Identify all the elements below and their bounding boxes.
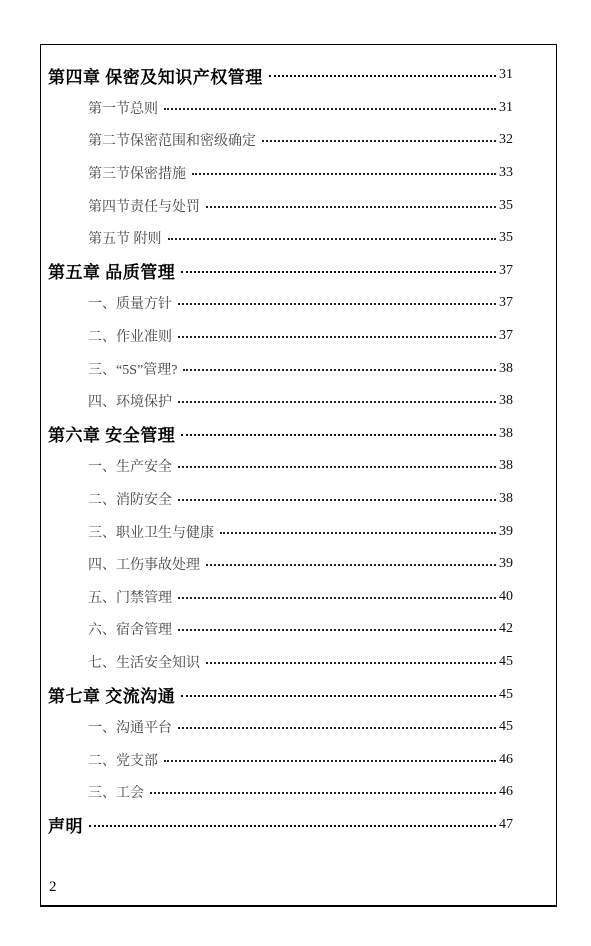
toc-entry-title: 四、工伤事故处理 bbox=[88, 558, 200, 574]
dot-leader bbox=[206, 662, 496, 664]
dot-leader bbox=[181, 271, 496, 273]
toc-entry-title: 第七章 交流沟通 bbox=[48, 687, 176, 707]
toc-entry-title: 二、消防安全 bbox=[88, 493, 172, 509]
toc-section-entry[interactable] bbox=[48, 385, 513, 418]
toc-chapter-entry[interactable] bbox=[48, 678, 513, 711]
toc-section-entry[interactable] bbox=[48, 320, 513, 353]
toc-section-entry[interactable] bbox=[48, 222, 513, 255]
toc-entry-page: 38 bbox=[499, 491, 513, 507]
toc-entry-page: 35 bbox=[499, 230, 513, 246]
dot-leader bbox=[262, 140, 496, 142]
toc-section-entry[interactable] bbox=[48, 776, 513, 809]
toc-entry-title: 七、生活安全知识 bbox=[88, 655, 200, 671]
dot-leader bbox=[183, 369, 496, 371]
dot-leader bbox=[178, 727, 496, 729]
toc-section-entry[interactable] bbox=[48, 548, 513, 581]
dot-leader bbox=[178, 499, 496, 501]
dot-leader bbox=[206, 206, 496, 208]
toc-section-entry[interactable] bbox=[48, 92, 513, 125]
dot-leader bbox=[178, 629, 496, 631]
toc-section-entry[interactable] bbox=[48, 287, 513, 320]
toc-entry-title: 三、“5S”管理? bbox=[88, 362, 178, 378]
dot-leader bbox=[164, 108, 496, 110]
toc-entry-page: 37 bbox=[499, 328, 513, 344]
toc-entry-page: 46 bbox=[499, 784, 513, 800]
toc-entry-page: 37 bbox=[499, 262, 513, 278]
toc-entry-page: 38 bbox=[499, 360, 513, 376]
toc-entry-page: 31 bbox=[499, 67, 513, 83]
dot-leader bbox=[220, 532, 496, 534]
toc-section-entry[interactable] bbox=[48, 483, 513, 516]
toc-section-entry[interactable] bbox=[48, 743, 513, 776]
toc-entry-page: 31 bbox=[499, 99, 513, 115]
page-number: 2 bbox=[49, 879, 57, 895]
toc-entry-title: 第四节责任与处罚 bbox=[88, 199, 200, 215]
toc-entry-title: 三、职业卫生与健康 bbox=[88, 525, 214, 541]
toc-entry-page: 38 bbox=[499, 458, 513, 474]
toc-entry-title: 一、质量方针 bbox=[88, 297, 172, 313]
toc-chapter-entry[interactable] bbox=[48, 59, 513, 92]
toc-section-entry[interactable] bbox=[48, 711, 513, 744]
dot-leader bbox=[178, 401, 496, 403]
toc-section-entry[interactable] bbox=[48, 581, 513, 614]
dot-leader bbox=[206, 564, 496, 566]
toc-entry-title: 第二节保密范围和密级确定 bbox=[88, 134, 256, 150]
toc-section-entry[interactable] bbox=[48, 515, 513, 548]
toc-chapter-entry[interactable] bbox=[48, 418, 513, 451]
toc-entry-page: 46 bbox=[499, 751, 513, 767]
toc-entry-page: 45 bbox=[499, 686, 513, 702]
dot-leader bbox=[178, 597, 496, 599]
toc-entry-title: 第一节总则 bbox=[88, 101, 158, 117]
toc-entry-page: 47 bbox=[499, 816, 513, 832]
toc-entry-page: 45 bbox=[499, 719, 513, 735]
toc-entry-page: 45 bbox=[499, 653, 513, 669]
toc-section-entry[interactable] bbox=[48, 613, 513, 646]
toc-section-entry[interactable] bbox=[48, 157, 513, 190]
toc-entry-title: 六、宿舍管理 bbox=[88, 623, 172, 639]
dot-leader bbox=[178, 466, 496, 468]
toc-entry-page: 38 bbox=[499, 393, 513, 409]
toc-entry-title: 第四章 保密及知识产权管理 bbox=[48, 67, 263, 87]
dot-leader bbox=[150, 792, 496, 794]
toc-entry-title: 二、党支部 bbox=[88, 753, 158, 769]
dot-leader bbox=[178, 303, 496, 305]
toc-entry-page: 39 bbox=[499, 523, 513, 539]
toc-entry-page: 38 bbox=[499, 425, 513, 441]
toc-section-entry[interactable] bbox=[48, 450, 513, 483]
toc-entry-page: 42 bbox=[499, 621, 513, 637]
toc-section-entry[interactable] bbox=[48, 646, 513, 679]
toc-entry-title: 第五章 品质管理 bbox=[48, 263, 176, 283]
toc-entry-page: 33 bbox=[499, 165, 513, 181]
dot-leader bbox=[181, 434, 496, 436]
toc-section-entry[interactable] bbox=[48, 124, 513, 157]
dot-leader bbox=[164, 760, 496, 762]
toc-entry-title: 第三节保密措施 bbox=[88, 167, 186, 183]
toc-entry-title: 第五节 附则 bbox=[88, 232, 162, 248]
dot-leader bbox=[168, 238, 497, 240]
toc-entry-title: 一、沟通平台 bbox=[88, 721, 172, 737]
toc-entry-title: 二、作业准则 bbox=[88, 330, 172, 346]
toc-entry-page: 39 bbox=[499, 556, 513, 572]
toc-entry-page: 40 bbox=[499, 588, 513, 604]
dot-leader bbox=[192, 173, 496, 175]
toc-chapter-entry[interactable] bbox=[48, 809, 513, 842]
toc-entry-title: 三、工会 bbox=[88, 786, 144, 802]
table-of-contents bbox=[48, 59, 513, 841]
dot-leader bbox=[178, 336, 496, 338]
dot-leader bbox=[89, 825, 496, 827]
toc-entry-title: 声明 bbox=[48, 817, 83, 837]
toc-entry-page: 37 bbox=[499, 295, 513, 311]
toc-section-entry[interactable] bbox=[48, 352, 513, 385]
toc-entry-page: 32 bbox=[499, 132, 513, 148]
toc-entry-title: 第六章 安全管理 bbox=[48, 426, 176, 446]
toc-entry-title: 四、环境保护 bbox=[88, 395, 172, 411]
toc-entry-page: 35 bbox=[499, 197, 513, 213]
toc-section-entry[interactable] bbox=[48, 189, 513, 222]
toc-entry-title: 五、门禁管理 bbox=[88, 590, 172, 606]
dot-leader bbox=[181, 695, 496, 697]
toc-entry-title: 一、生产安全 bbox=[88, 460, 172, 476]
toc-chapter-entry[interactable] bbox=[48, 255, 513, 288]
dot-leader bbox=[269, 75, 496, 77]
